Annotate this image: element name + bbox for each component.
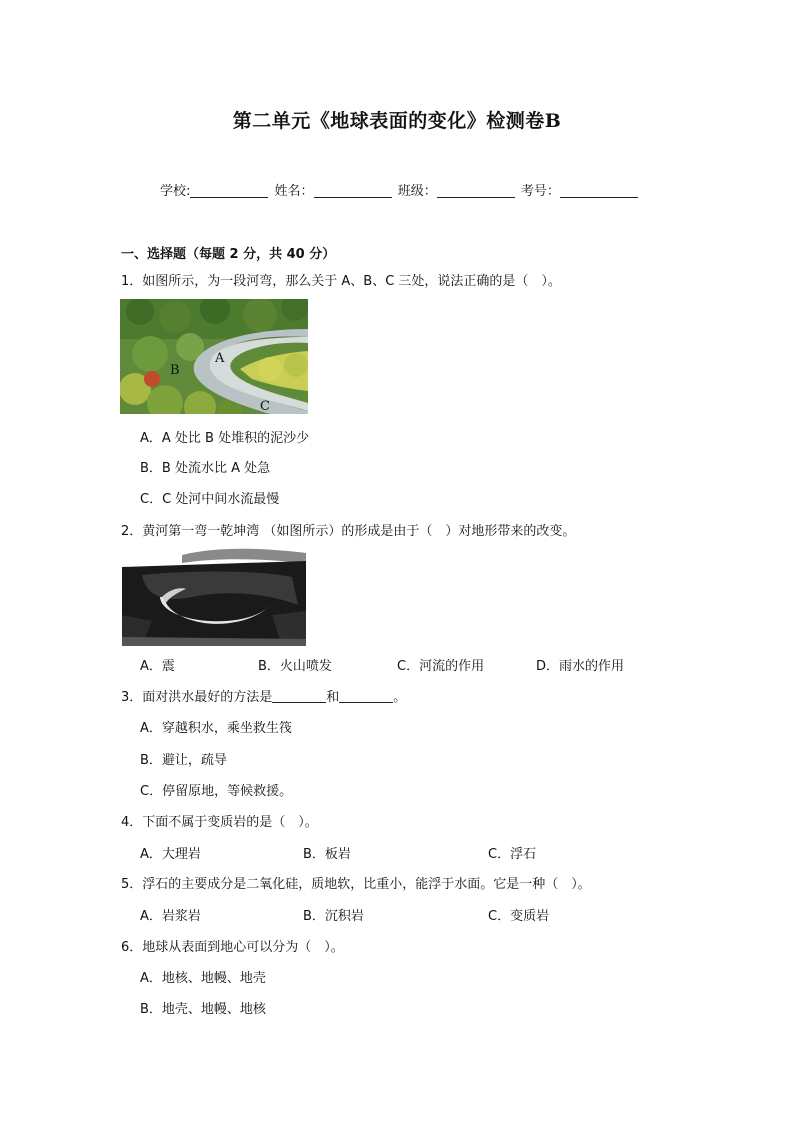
- q3-option-c: C．停留原地，等候救援。: [140, 784, 293, 799]
- question-1-stem: 1．如图所示，为一段河弯，那么关于 A、B、C 三处，说法正确的是（ ）。: [121, 274, 561, 289]
- river-bend-photo: [120, 299, 308, 414]
- school-label: 学校:: [160, 184, 191, 199]
- q3-option-a: A．穿越积水，乘坐救生筏: [140, 721, 292, 736]
- q3-stem-post: 。: [393, 690, 407, 705]
- q3-blank-1: [272, 690, 326, 703]
- q3-option-b: B．避让，疏导: [140, 753, 227, 768]
- q5-option-b: B．沉积岩: [303, 909, 364, 924]
- question-5-stem: 5．浮石的主要成分是二氧化硅，质地软，比重小，能浮于水面。它是一种（ ）。: [121, 877, 591, 892]
- name-label: 姓名：: [274, 184, 314, 199]
- q1-option-a: A．A 处比 B 处堆积的泥沙少: [140, 431, 310, 446]
- label-b: B: [170, 363, 180, 378]
- q3-stem-pre: 3．面对洪水最好的方法是: [121, 690, 273, 705]
- q5-option-c: C．变质岩: [488, 909, 550, 924]
- question-4-stem: 4．下面不属于变质岩的是（ ）。: [121, 815, 318, 830]
- q6-option-b: B．地壳、地幔、地核: [140, 1002, 266, 1017]
- q2-option-a: A．震: [140, 659, 175, 674]
- name-blank: [314, 183, 392, 198]
- class-label: 班级：: [397, 184, 437, 199]
- q5-option-a: A．岩浆岩: [140, 909, 201, 924]
- q3-stem-mid: 和: [326, 690, 340, 705]
- q1-option-c: C．C 处河中间水流最慢: [140, 492, 280, 507]
- page-title: 第二单元《地球表面的变化》检测卷B: [232, 110, 562, 132]
- student-info-row: [160, 180, 640, 199]
- school-blank: [190, 183, 268, 198]
- q2-option-c: C．河流的作用: [397, 659, 485, 674]
- river-meander-photo: [122, 545, 306, 646]
- label-c: C: [260, 399, 270, 414]
- label-a: A: [215, 351, 225, 366]
- q2-option-b: B．火山喷发: [258, 659, 332, 674]
- q4-option-c: C．浮石: [488, 847, 537, 862]
- q3-blank-2: [339, 690, 393, 703]
- q4-option-a: A．大理岩: [140, 847, 201, 862]
- exam-no-blank: [560, 183, 638, 198]
- q1-option-b: B．B 处流水比 A 处急: [140, 461, 271, 476]
- section-heading: 一、选择题（每题 2 分，共 40 分）: [121, 247, 336, 262]
- q2-option-d: D．雨水的作用: [536, 659, 625, 674]
- class-blank: [437, 183, 515, 198]
- question-2-stem: 2．黄河第一弯一乾坤湾 （如图所示）的形成是由于（ ）对地形带来的改变。: [121, 524, 576, 539]
- question-6-stem: 6．地球从表面到地心可以分为（ ）。: [121, 940, 344, 955]
- q6-option-a: A．地核、地幔、地壳: [140, 971, 266, 986]
- question-3-stem: [121, 686, 406, 705]
- q4-option-b: B．板岩: [303, 847, 351, 862]
- exam-no-label: 考号：: [520, 184, 560, 199]
